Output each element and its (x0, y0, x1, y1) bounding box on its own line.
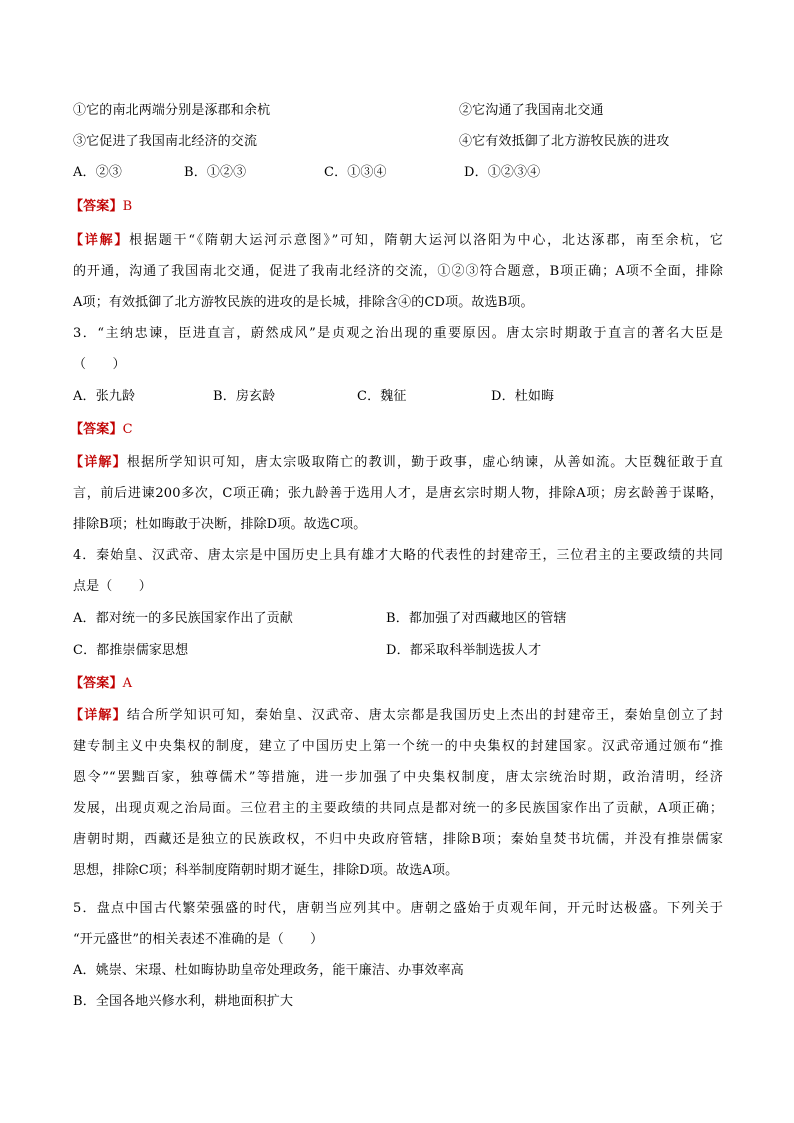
q3-answer (70, 422, 720, 438)
q3-option-d[interactable]: D．杜如晦 (491, 389, 555, 404)
statement-1: ①它的南北两端分别是涿郡和余杭 (73, 103, 271, 118)
answer-tag: 【答案】 (70, 422, 123, 437)
q4-answer (70, 676, 720, 692)
q3-option-c[interactable]: C．魏征 (357, 389, 407, 404)
q4-option-b[interactable]: B．都加强了对西藏地区的管辖 (386, 611, 567, 626)
q2-detail-line: 的开通，沟通了我国南北交通，促进了我南北经济的交流，①②③符合题意，B项正确；A项不全面，排除 (73, 264, 723, 279)
q2-option-c[interactable]: C．①③④ (324, 165, 387, 180)
q4-options-row (73, 611, 723, 627)
q3-stem-blank: （ ） (73, 357, 126, 372)
q2-detail-line: A项；有效抵御了北方游牧民族的进攻的是长城，排除含④的CD项。故选B项。 (73, 295, 534, 310)
statement-3: ③它促进了我国南北经济的交流 (73, 134, 258, 149)
q3-detail-line: 言，前后进谏200多次，C项正确；张九龄善于选用人才，是唐玄宗时期人物，排除A项；房玄龄善于谋略， (73, 486, 723, 501)
statement-row (73, 103, 723, 119)
q2-option-b[interactable]: B．①②③ (184, 165, 247, 180)
detail-tag: 【详解】 (70, 233, 130, 248)
q3-detail-line: 排除B项；杜如晦敢于决断，排除D项。故选C项。 (73, 517, 367, 532)
q5-stem: “开元盛世”的相关表述不准确的是（ ） (73, 932, 324, 947)
answer-tag: 【答案】 (70, 676, 123, 691)
q4-detail-line: 恩令”“罢黜百家，独尊儒术”等措施，进一步加强了中央集权制度，唐太宗统治时期，政治清明，经济 (73, 770, 723, 785)
q2-detail-line: 【详解】根据题干“《隋朝大运河示意图》”可知，隋朝大运河以洛阳为中心，北达涿郡，南至余杭，它 (70, 233, 724, 248)
q5-stem: 5．盘点中国古代繁荣强盛的时代，唐朝当应列其中。唐朝之盛始于贞观年间，开元时达极盛。下列关于 (73, 901, 723, 916)
statement-2: ②它沟通了我国南北交通 (459, 103, 604, 118)
q5-option-a[interactable]: A．姚崇、宋璟、杜如晦协助皇帝处理政务，能干廉洁、办事效率高 (73, 963, 464, 978)
q3-stem: 3．“主纳忠谏，臣进直言，蔚然成风”是贞观之治出现的重要原因。唐太宗时期敢于直言的著名大臣是 (73, 326, 723, 341)
statement-row (73, 134, 723, 150)
q4-option-d[interactable]: D．都采取科举制选拔人才 (386, 643, 542, 658)
q3-option-a[interactable]: A．张九龄 (73, 389, 136, 404)
q3-option-b[interactable]: B．房玄龄 (213, 389, 276, 404)
answer-tag: 【答案】 (70, 199, 123, 214)
q5-option-b[interactable]: B．全国各地兴修水利，耕地面积扩大 (73, 994, 294, 1009)
q4-stem: 点是（ ） (73, 579, 152, 594)
q4-detail-line: 思想，排除C项；科举制度隋朝时期才诞生，排除D项。故选A项。 (73, 863, 459, 878)
q2-option-d[interactable]: D．①②③④ (464, 165, 541, 180)
q2-answer (70, 199, 720, 215)
q4-option-c[interactable]: C．都推崇儒家思想 (73, 643, 189, 658)
q4-detail-line: 发展，出现贞观之治局面。三位君主的主要政绩的共同点是都对统一的多民族国家作出了贡献，A项正确； (73, 801, 723, 816)
q4-stem: 4．秦始皇、汉武帝、唐太宗是中国历史上具有雄才大略的代表性的封建帝王，三位君主的主要政绩的共同 (73, 548, 723, 563)
q4-detail-line: 【详解】结合所学知识可知，秦始皇、汉武帝、唐太宗都是我国历史上杰出的封建帝王，秦始皇创立了封 (70, 708, 723, 723)
statement-4: ④它有效抵御了北方游牧民族的进攻 (459, 134, 670, 149)
answer-value: A (122, 676, 133, 691)
q4-options-row (73, 643, 723, 659)
answer-value: C (122, 422, 133, 437)
detail-tag: 【详解】 (70, 455, 127, 470)
q3-detail-line: 【详解】根据所学知识可知，唐太宗吸取隋亡的教训，勤于政事，虚心纳谏，从善如流。大臣魏征敢于直 (70, 455, 723, 470)
answer-value: B (122, 199, 133, 214)
detail-tag: 【详解】 (70, 708, 127, 723)
q4-detail-line: 建专制主义中央集权的制度，建立了中国历史上第一个统一的中央集权的封建国家。汉武帝通过颁布“推 (73, 739, 723, 754)
q4-option-a[interactable]: A．都对统一的多民族国家作出了贡献 (73, 611, 293, 626)
q2-option-a[interactable]: A．②③ (73, 165, 122, 180)
q4-detail-line: 唐朝时期，西藏还是独立的民族政权，不归中央政府管辖，排除B项；秦始皇焚书坑儒，并没有推崇儒家 (73, 832, 723, 847)
